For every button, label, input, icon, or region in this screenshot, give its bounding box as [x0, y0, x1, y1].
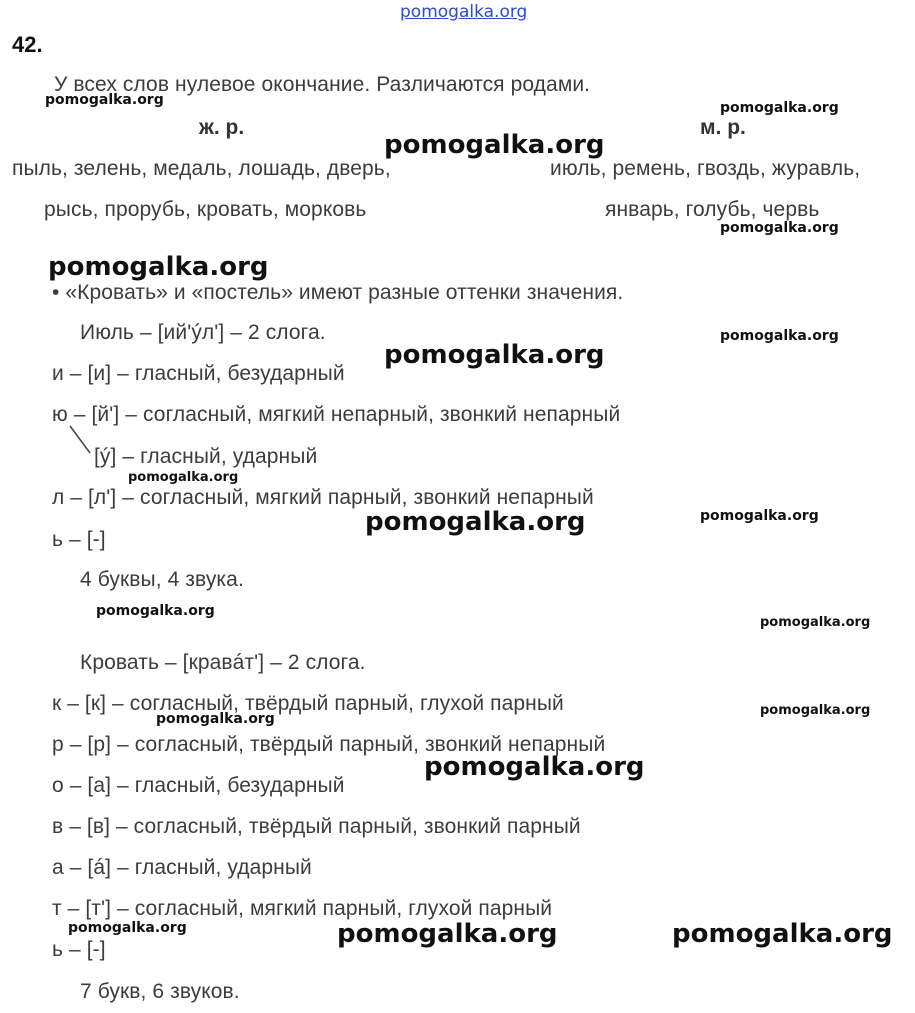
watermark: pomogalka.org — [45, 92, 164, 108]
masculine-words-line1: июль, ремень, гвоздь, журавль, — [550, 157, 861, 180]
watermark: pomogalka.org — [96, 603, 215, 619]
watermark: pomogalka.org — [672, 919, 893, 949]
watermark: pomogalka.org — [700, 508, 819, 524]
masculine-words-line2: январь, голубь, червь — [605, 198, 820, 221]
feminine-header: ж. р. — [199, 116, 245, 139]
analysis1-line: [ý] – гласный, ударный — [94, 445, 318, 468]
analysis2-line: в – [в] – согласный, твёрдый парный, звонкий парный — [52, 815, 581, 838]
analysis2-line: а – [á] – гласный, ударный — [52, 856, 312, 879]
watermark: pomogalka.org — [424, 752, 645, 782]
analysis1-line: л – [л'] – согласный, мягкий парный, звонкий непарный — [52, 486, 594, 509]
feminine-words-line2: рысь, прорубь, кровать, морковь — [44, 198, 367, 221]
analysis2-line: о – [а] – гласный, безударный — [52, 774, 345, 797]
watermark: pomogalka.org — [720, 100, 839, 116]
analysis1-title: Июль – [ий'ýл'] – 2 слога. — [80, 321, 326, 344]
analysis2-line: т – [т'] – согласный, мягкий парный, глухой парный — [52, 897, 553, 920]
watermark: pomogalka.org — [337, 919, 558, 949]
watermark: pomogalka.org — [760, 615, 871, 630]
watermark: pomogalka.org — [720, 328, 839, 344]
analysis1-line: ю – [й'] – согласный, мягкий непарный, звонкий непарный — [52, 403, 621, 426]
intro-text: У всех слов нулевое окончание. Различаются родами. — [54, 73, 591, 96]
watermark: pomogalka.org — [156, 711, 275, 727]
watermark: pomogalka.org — [128, 470, 239, 485]
feminine-words-line1: пыль, зелень, медаль, лошадь, дверь, — [12, 157, 391, 180]
watermark: pomogalka.org — [68, 920, 187, 936]
analysis1-summary: 4 буквы, 4 звука. — [80, 568, 244, 591]
masculine-header: м. р. — [700, 116, 746, 139]
analysis2-title: Кровать – [кравáт'] – 2 слога. — [80, 651, 366, 674]
exercise-number: 42. — [12, 32, 43, 57]
analysis1-line: и – [и] – гласный, безударный — [52, 362, 345, 385]
analysis2-line: к – [к] – согласный, твёрдый парный, глухой парный — [52, 692, 564, 715]
analysis2-line: ь – [-] — [52, 938, 106, 961]
watermark: pomogalka.org — [720, 220, 839, 236]
watermark-top-link[interactable]: pomogalka.org — [400, 2, 528, 22]
watermark: pomogalka.org — [48, 252, 269, 282]
analysis2-summary: 7 букв, 6 звуков. — [80, 980, 240, 1003]
watermark: pomogalka.org — [365, 507, 586, 537]
watermark: pomogalka.org — [384, 130, 605, 160]
analysis2-line: р – [р] – согласный, твёрдый парный, звонкий непарный — [52, 733, 606, 756]
watermark: pomogalka.org — [384, 340, 605, 370]
watermark: pomogalka.org — [760, 703, 871, 718]
analysis1-line: ь – [-] — [52, 528, 106, 551]
note-text: • «Кровать» и «постель» имеют разные оттенки значения. — [52, 281, 624, 304]
